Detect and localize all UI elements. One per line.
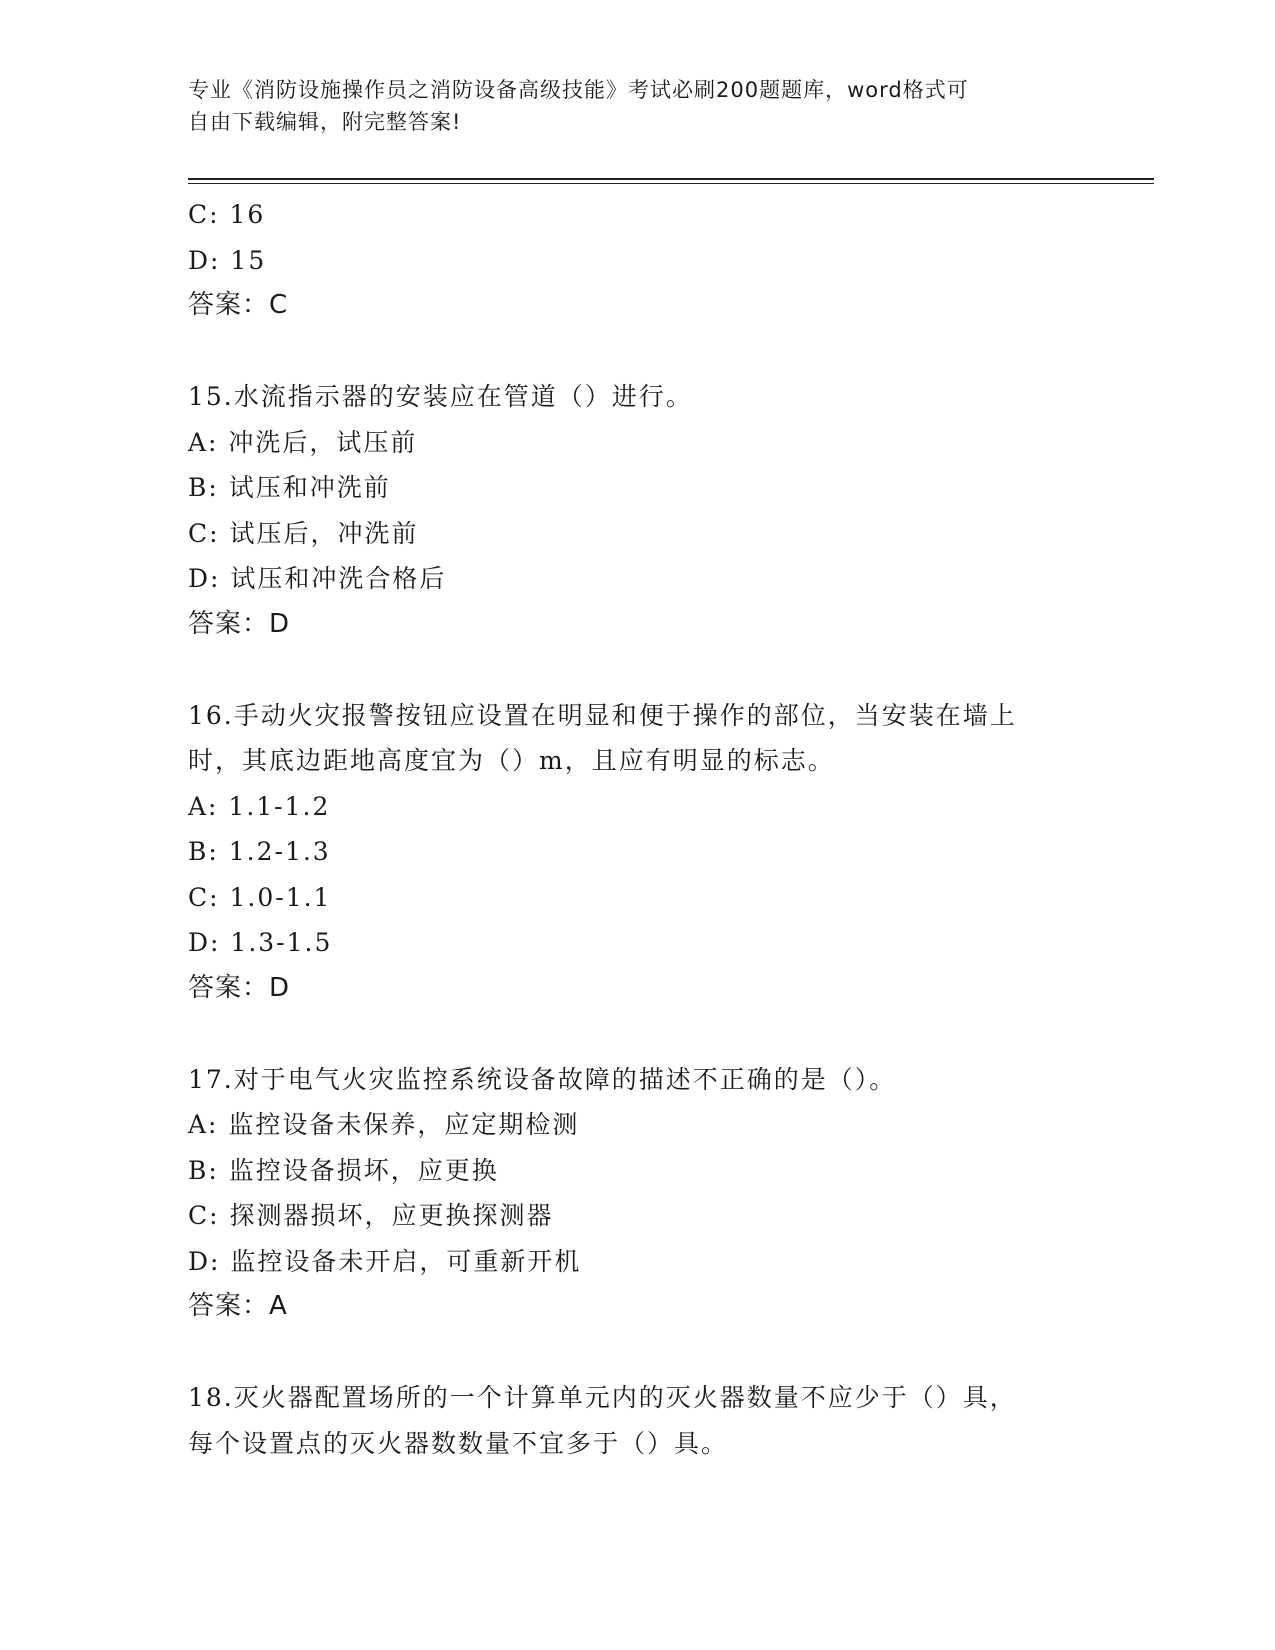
question-16-stem-line-2: 时，其底边距地高度宜为（）m，且应有明显的标志。 — [188, 746, 835, 775]
question-15-answer: 答案：D — [188, 608, 291, 639]
question-15-option-a: A: 冲洗后，试压前 — [188, 427, 418, 457]
question-18-stem-line-2: 每个设置点的灭火器数数量不宜多于（）具。 — [188, 1428, 729, 1458]
question-17-option-b: B: 监控设备损坏，应更换 — [188, 1155, 499, 1185]
header-line-1: 专业《消防设施操作员之消防设备高级技能》考试必刷200题题库，word格式可 — [188, 78, 969, 102]
option-c: C: 16 — [188, 200, 266, 229]
question-16-option-b: B: 1.2-1.3 — [188, 837, 331, 866]
header-divider-thick — [188, 178, 1154, 180]
header-line-2: 自由下载编辑，附完整答案! — [188, 110, 462, 134]
question-16-answer: 答案：D — [188, 972, 291, 1003]
question-15-stem: 15.水流指示器的安装应在管道（）进行。 — [188, 382, 693, 411]
question-15-option-b: B: 试压和冲洗前 — [188, 473, 391, 502]
question-15-option-c: C: 试压后，冲洗前 — [188, 518, 419, 548]
answer-line: 答案：C — [188, 290, 289, 320]
question-16-stem-line-1: 16.手动火灾报警按钮应设置在明显和便于操作的部位，当安装在墙上 — [188, 700, 1017, 730]
question-17-stem: 17.对于电气火灾监控系统设备故障的描述不正确的是（）。 — [188, 1064, 897, 1094]
question-17-answer: 答案：A — [188, 1291, 288, 1321]
question-16-option-a: A: 1.1-1.2 — [188, 791, 331, 821]
question-18-stem-line-1: 18.灭火器配置场所的一个计算单元内的灭火器数量不应少于（）具， — [188, 1383, 1017, 1412]
question-17-option-d: D: 监控设备未开启，可重新开机 — [188, 1246, 582, 1276]
question-15-option-d: D: 试压和冲洗合格后 — [188, 564, 447, 593]
option-d: D: 15 — [188, 245, 267, 275]
page-header — [188, 74, 1088, 138]
question-16-option-d: D: 1.3-1.5 — [188, 928, 333, 957]
question-17-option-c: C: 探测器损坏，应更换探测器 — [188, 1201, 554, 1230]
question-list — [188, 192, 1088, 1466]
question-17-option-a: A: 监控设备未保养，应定期检测 — [188, 1110, 580, 1139]
question-16-option-c: C: 1.0-1.1 — [188, 882, 332, 912]
header-divider-thin — [188, 183, 1154, 184]
